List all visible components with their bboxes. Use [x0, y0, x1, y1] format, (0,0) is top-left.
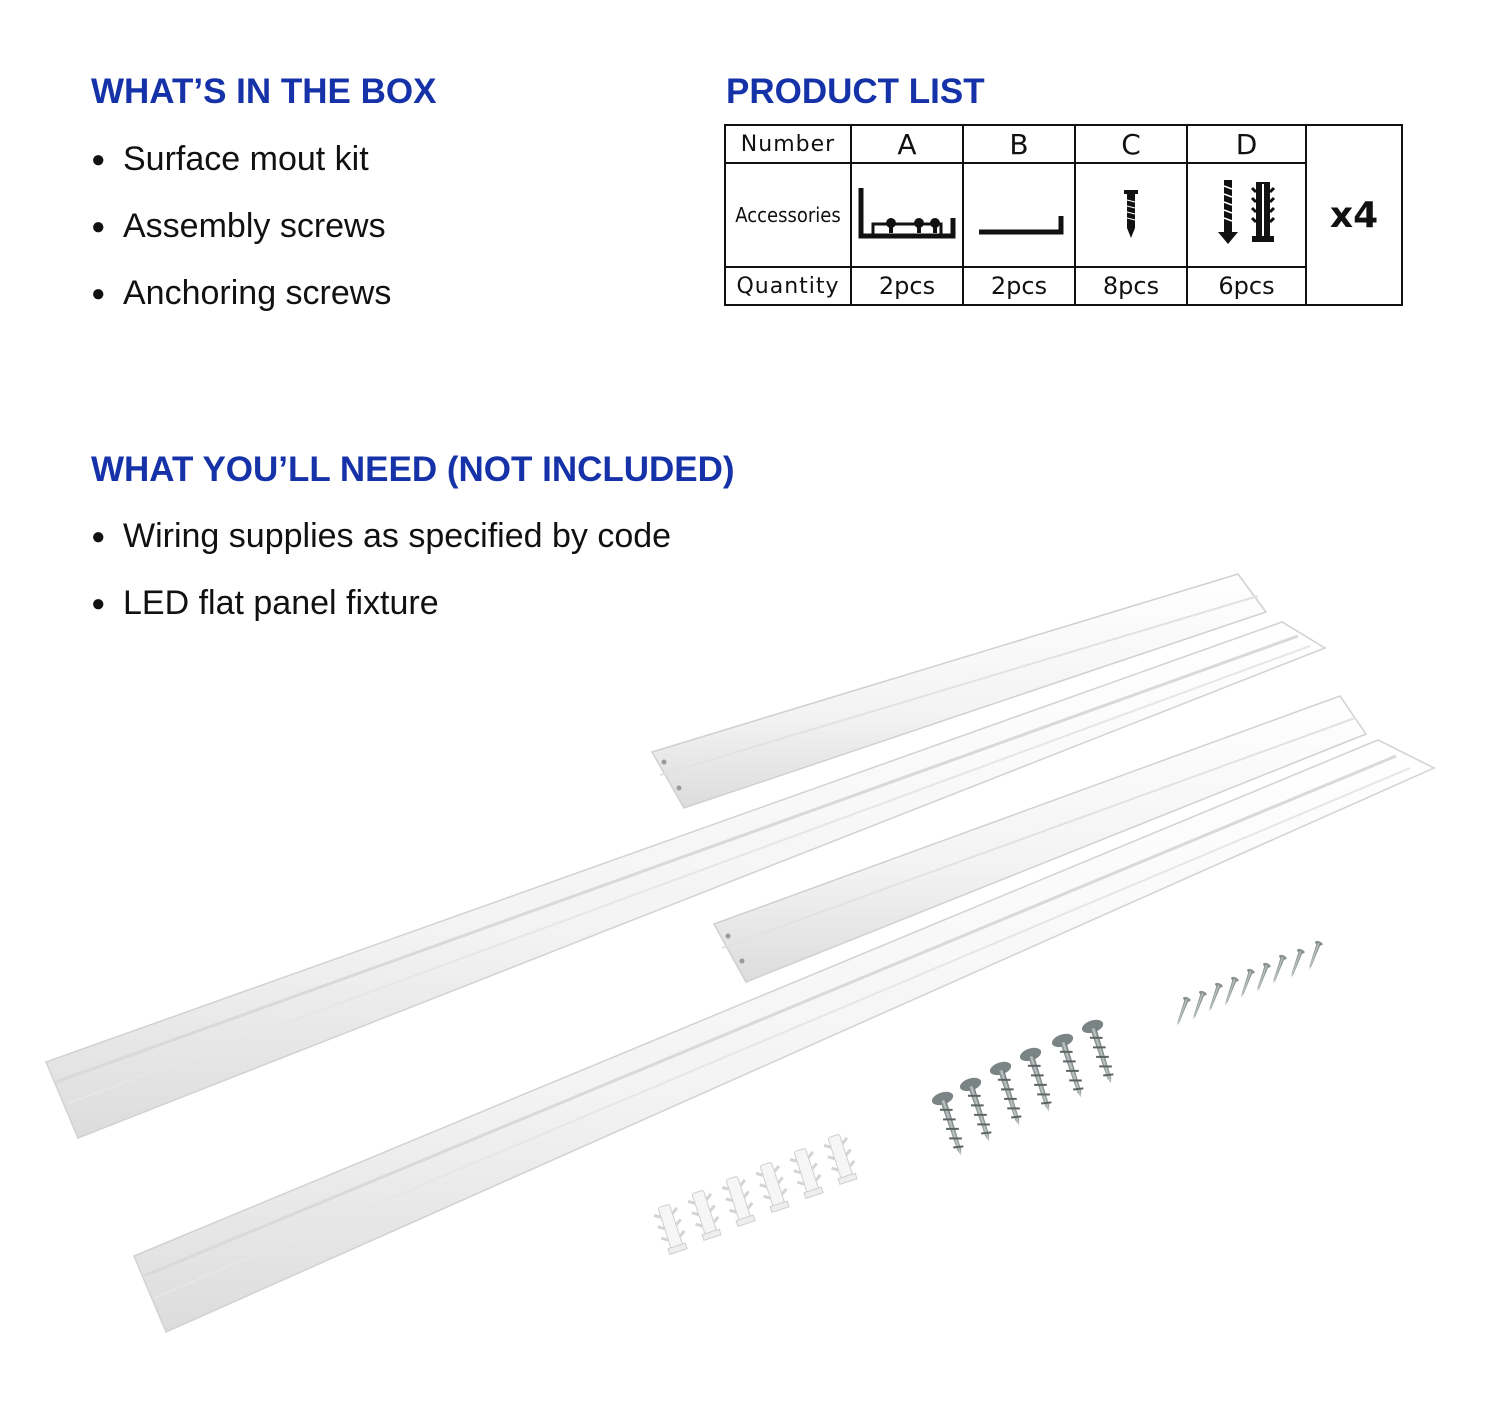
- box-heading: WHAT’S IN THE BOX: [91, 72, 437, 111]
- row-label-number: Number: [725, 125, 851, 163]
- quantity-value: 2pcs: [851, 267, 963, 305]
- anchor-icon: [652, 1202, 690, 1255]
- need-heading: WHAT YOU’LL NEED (NOT INCLUDED): [91, 450, 735, 489]
- screw-icon: [1190, 990, 1208, 1021]
- row-label-accessories: Accessories: [731, 163, 844, 267]
- product-list-heading: PRODUCT LIST: [726, 72, 985, 111]
- row-label-quantity: Quantity: [725, 267, 851, 305]
- screw-icon: [1270, 954, 1288, 985]
- screw-icon: [1206, 982, 1224, 1013]
- quantity-value: 2pcs: [963, 267, 1075, 305]
- screw-icon: [1238, 968, 1256, 999]
- anchoring-screws: [930, 1017, 1121, 1159]
- screw-icon: [958, 1075, 999, 1145]
- list-item-label: Wiring supplies as specified by code: [123, 517, 672, 555]
- anchor-icon: [754, 1160, 792, 1213]
- screw-icon: [1174, 996, 1192, 1027]
- list-item-label: Assembly screws: [123, 207, 386, 245]
- screw-icon: [988, 1059, 1029, 1129]
- column-letter: D: [1187, 125, 1306, 163]
- bullet-icon: ●: [91, 146, 106, 173]
- list-item-label: Anchoring screws: [123, 274, 392, 312]
- quantity-value: 6pcs: [1187, 267, 1306, 305]
- wall-anchors: [652, 1132, 860, 1255]
- screw-icon: [1018, 1045, 1059, 1115]
- screw-icon: [1080, 1017, 1121, 1087]
- screw-icon: [1050, 1031, 1091, 1101]
- list-item-label: Surface mout kit: [123, 140, 369, 178]
- anchor-icon: [720, 1174, 758, 1227]
- bullet-icon: ●: [91, 213, 106, 240]
- screw-icon: [1306, 940, 1324, 971]
- column-letter: C: [1075, 125, 1187, 163]
- screw-icon: [1254, 962, 1272, 993]
- list-item-label: LED flat panel fixture: [123, 584, 439, 622]
- bullet-icon: ●: [91, 590, 106, 617]
- anchor-icon: [822, 1132, 860, 1185]
- multiplier-label: x4: [1306, 125, 1402, 305]
- quantity-value: 8pcs: [1075, 267, 1187, 305]
- anchor-icon: [686, 1188, 724, 1241]
- column-letter: A: [851, 125, 963, 163]
- bullet-icon: ●: [91, 280, 106, 307]
- screw-icon: [930, 1089, 971, 1159]
- screw-icon: [1288, 948, 1306, 979]
- screw-icon: [1222, 976, 1240, 1007]
- column-letter: B: [963, 125, 1075, 163]
- assembly-screws: [1174, 940, 1324, 1027]
- bullet-icon: ●: [91, 523, 106, 550]
- anchor-icon: [788, 1146, 826, 1199]
